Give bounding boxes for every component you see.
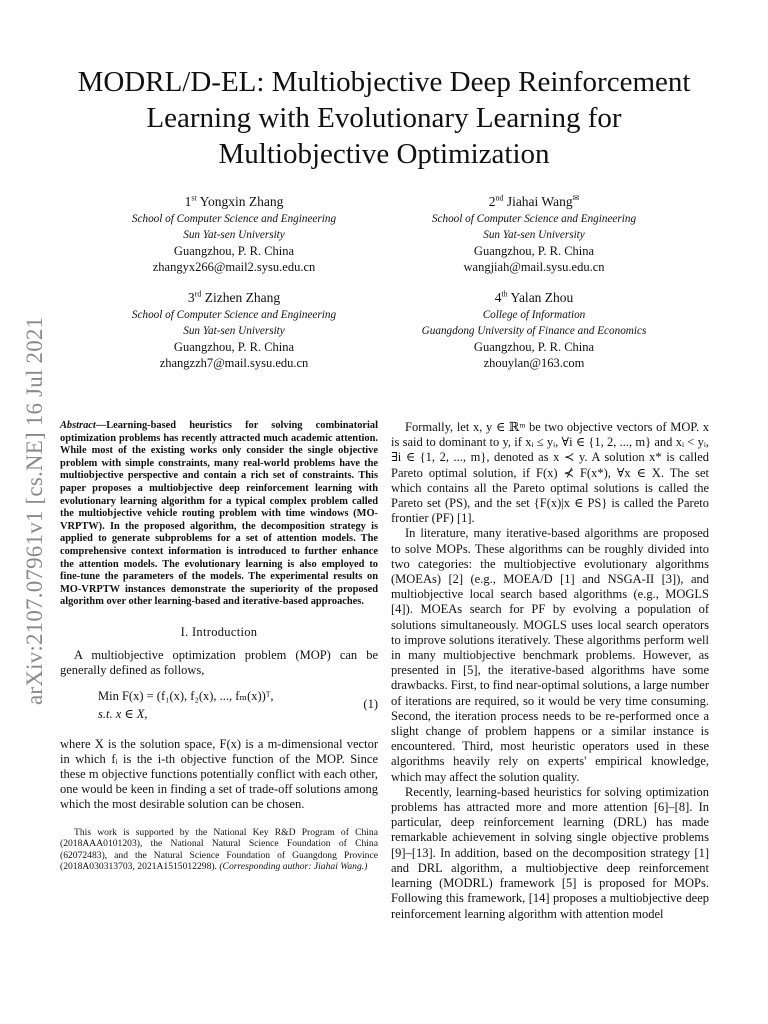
author-name: 1st Yongxin Zhang (184, 193, 284, 209)
author-department: School of Computer Science and Engineering (131, 213, 337, 225)
equation-1 (60, 687, 378, 727)
envelope-icon: ✉ (572, 193, 580, 203)
intro-paragraph-1: A multiobjective optimization problem (MOP) can be generally defined as follows, (60, 648, 378, 678)
arxiv-stamp-text: arXiv:2107.07961v1 [cs.NE] 16 Jul 2021 (22, 316, 47, 705)
body-paragraph-1: Formally, let x, y ∈ ℝᵐ be two objective vectors of MOP. x is said to dominant to y, if xᵢ ≤ yᵢ, ∀i ∈ {1, 2, ..., m} and xᵢ < yᵢ, ∃i ∈ {1, 2, ..., m}, denoted as x ≺ y. A solution x* is called Pareto optimal solution, if F(x) ⊀ F(x*), ∀x ∈ X. The set which contains all the Pareto optimal solutions is called the Pareto set (PS), and the set {F(x)|x ∈ PS} is called the Pareto frontier (PF) [1]. (391, 420, 709, 526)
author-email[interactable]: zhangyx266@mail2.sysu.edu.cn (152, 260, 316, 274)
author-department: School of Computer Science and Engineering (431, 213, 637, 225)
equation-line-1: Min F(x) = (f₁(x), f₂(x), ..., fₘ(x))ᵀ, (98, 688, 274, 703)
intro-paragraph-2: where X is the solution space, F(x) is a m-dimensional vector in which fᵢ is the i-th objective function of the MOP. Since these m objective functions potentially conflict with each other, one would be keen in finding a set of trade-off solutions among which the most desirable solution can be chosen. (60, 736, 378, 812)
body-paragraph-2: In literature, many iterative-based algorithms are proposed to solve MOPs. These algorithms can be roughly divided into two categories: the multiobjective evolutionary algorithms (MOEAs) [2] (e.g., MOEA/D [1] and NSGA-II [3]), and multiobjective local search based algorithms (e.g., MOGLS [4]). MOEAs search for PF by evolving a population of solutions simultaneously. MOGLS uses local search operators to improve solutions iteratively. These algorithms perform well in many multiobjective benchmark problems. However, as presented in [5], the iterative-based algorithms have some drawbacks. First, to find near-optimal solutions, a large number of iterations are required, so it would be very time consuming. Second, the iteration process needs to be re-performed once a slight change of problem happens or a similar instance is encountered. Third, most heuristic operators used in these algorithms heavily rely on experts' empirical knowledge, which may affect the solution quality. (391, 526, 709, 784)
author-institution: Guangdong University of Finance and Economics (421, 325, 647, 337)
footnote: This work is supported by the National Key R&D Program of China (2018AAA0101203), the National Natural Science Foundation of China (62072483), and the Natural Science Foundation of Guangdong Province (2018A030313703, 2021A1515012298). (Corresponding author: Jiahai Wang.) (60, 826, 378, 873)
corresponding-author-note: (Corresponding author: Jiahai Wang.) (219, 861, 368, 873)
author-email[interactable]: zhangzzh7@mail.sysu.edu.cn (159, 356, 309, 370)
paper-title: MODRL/D-EL: Multiobjective Deep Reinforcement Learning with Evolutionary Learning for Multiobjective Optimization (77, 66, 691, 170)
author-name: 3rd Zizhen Zhang (187, 289, 281, 305)
abstract-lead: Abstract (60, 420, 96, 431)
author-location: Guangzhou, P. R. China (173, 340, 295, 354)
left-column (60, 420, 378, 873)
equation-number: (1) (363, 696, 378, 711)
author-location: Guangzhou, P. R. China (473, 340, 595, 354)
author-institution: Sun Yat-sen University (183, 325, 285, 337)
author-department: School of Computer Science and Engineering (131, 309, 337, 321)
equation-line-2: s.t. x ∈ X, (98, 706, 148, 721)
section-heading-introduction: I. Introduction (180, 624, 258, 639)
author-email[interactable]: zhouylan@163.com (483, 356, 585, 370)
author-block-2 (384, 193, 684, 275)
author-location: Guangzhou, P. R. China (173, 244, 295, 258)
body-paragraph-3: Recently, learning-based heuristics for solving optimization problems has attracted more and more attention [6]–[8]. In particular, deep reinforcement learning (DRL) has made remarkable achievement in solving single objective problems [9]–[13]. In addition, based on the decomposition strategy [1] and DRL algorithm, a multiobjective deep reinforcement learning (MODRL) framework [5] is proposed for MOPs. Following this framework, [14] proposes a multiobjective deep reinforcement learning algorithm with attention model (391, 784, 709, 921)
author-block-4 (384, 289, 684, 371)
author-department: College of Information (482, 309, 586, 321)
author-block-3 (84, 289, 384, 371)
author-block-1 (84, 193, 384, 275)
author-email[interactable]: wangjiah@mail.sysu.edu.cn (463, 260, 605, 274)
author-name: 4th Yalan Zhou (494, 289, 574, 305)
author-institution: Sun Yat-sen University (183, 229, 285, 241)
arxiv-stamp (14, 285, 56, 705)
author-name: 2nd Jiahai Wang✉ (488, 193, 580, 209)
abstract-text: Learning-based heuristics for solving combinatorial optimization problems has recently attracted much academic attention. While most of the existing works only consider the single objective problem with simple constraints, many real-world problems have the multiobjective perspective and contain a rich set of constraints. This paper proposes a multiobjective deep reinforcement learning with evolutionary learning algorithm for a typical complex problem called the multiobjective vehicle routing problem with time windows (MO-VRPTW). In the proposed algorithm, the decomposition strategy is applied to generate subproblems for a set of attention models. The comprehensive context information is introduced to further enhance the attention models. The evolutionary learning is also employed to fine-tune the parameters of the models. The experimental results on MO-VRPTW instances demonstrate the superiority of the proposed algorithm over other learning-based and iterative-based approaches. (60, 420, 378, 608)
abstract: Abstract—Learning-based heuristics for solving combinatorial optimization problems has recently attracted much academic attention. While most of the existing works only consider the single objective problem with simple constraints, many real-world problems have the multiobjective perspective and contain a rich set of constraints. This paper proposes a multiobjective deep reinforcement learning with evolutionary learning algorithm for a typical complex problem called the multiobjective vehicle routing problem with time windows (MO-VRPTW). In the proposed algorithm, the decomposition strategy is applied to generate subproblems for a set of attention models. The comprehensive context information is introduced to further enhance the attention models. The evolutionary learning is also employed to fine-tune the parameters of the models. The experimental results on MO-VRPTW instances demonstrate the superiority of the proposed algorithm over other learning-based and iterative-based approaches. (60, 420, 378, 608)
right-column (391, 420, 709, 922)
author-institution: Sun Yat-sen University (483, 229, 585, 241)
author-location: Guangzhou, P. R. China (473, 244, 595, 258)
